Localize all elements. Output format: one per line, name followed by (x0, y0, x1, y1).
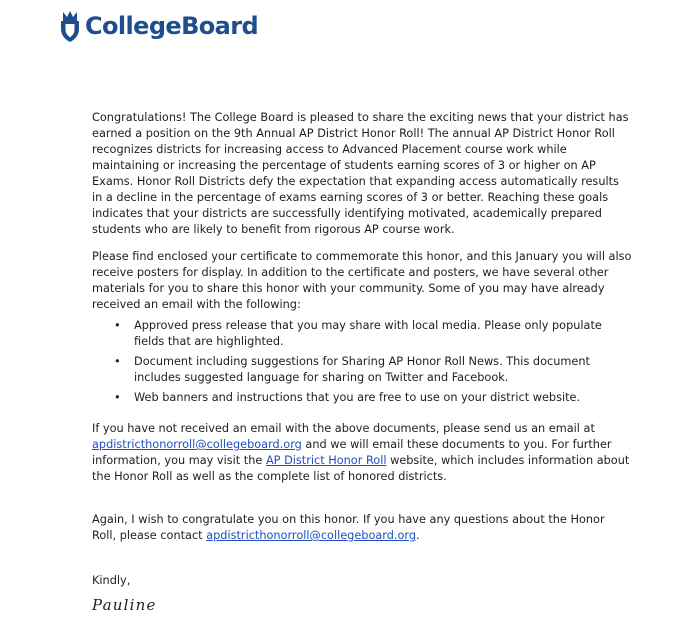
logo-wordmark: CollegeBoard (85, 12, 259, 40)
list-item-text: Document including suggestions for Sharing AP Honor Roll News. This document includes suggested language for sharing on Twitter and Facebook. (134, 355, 590, 384)
list-item-text: Approved press release that you may share with local media. Please only populate fields that are highlighted. (134, 319, 602, 348)
email-link[interactable]: apdistricthonorroll@collegeboard.org (92, 438, 302, 451)
paragraph-congratulations: Congratulations! The College Board is pleased to share the exciting news that your district has earned a position on the 9th Annual AP District Honor Roll! The annual AP District Honor Roll recognizes districts for increasing access to Advanced Placement course work while maintaining or increasing the percentage of students earning scores of 3 or higher on AP Exams. Honor Roll Districts defy the expectation that expanding access automatically results in a decline in the percentage of exams earning scores of 3 or better. Reaching these goals indicates that your districts are successfully identifying motivated, academically prepared students who are likely to benefit from rigorous AP course work. (92, 111, 629, 236)
list-item (112, 354, 632, 386)
signature: Pauline (92, 596, 157, 614)
bullet-icon: • (114, 355, 121, 368)
contact-email-link[interactable]: apdistricthonorroll@collegeboard.org (206, 529, 417, 542)
list-item (112, 390, 632, 406)
bullet-icon: • (114, 391, 121, 404)
list-item (112, 318, 632, 350)
paragraph-closing-remarks (92, 512, 632, 544)
bullet-icon: • (114, 319, 121, 332)
closing-salutation: Kindly, (92, 574, 131, 587)
college-board-logo (58, 8, 258, 44)
paragraph-contact-email (92, 421, 632, 485)
p4-text-a: Again, I wish to congratulate you on this honor. If you have any questions about the Honor Roll, please contact (92, 513, 605, 542)
p4-text-b: . (416, 529, 420, 542)
p3-text-a: If you have not received an email with the above documents, please send us an email at (92, 422, 595, 435)
list-item-text: Web banners and instructions that you are free to use on your district website. (134, 391, 581, 404)
p3-text-c: website, which includes information about the Honor Roll as well as the complete list of honored districts. (92, 454, 630, 483)
acorn-shield-icon (58, 9, 82, 43)
p3-text-b: and we will email these documents to you. For further information, you may visit the (92, 438, 612, 467)
honor-roll-website-link[interactable]: AP District Honor Roll (265, 454, 387, 467)
paragraph-enclosed-certificate: Please find enclosed your certificate to commemorate this honor, and this January you will also receive posters for display. In addition to the certificate and posters, we have several other materials for you to share this honor with your community. Some of you may have already received an email with the following: (92, 250, 632, 311)
materials-list (112, 318, 632, 410)
